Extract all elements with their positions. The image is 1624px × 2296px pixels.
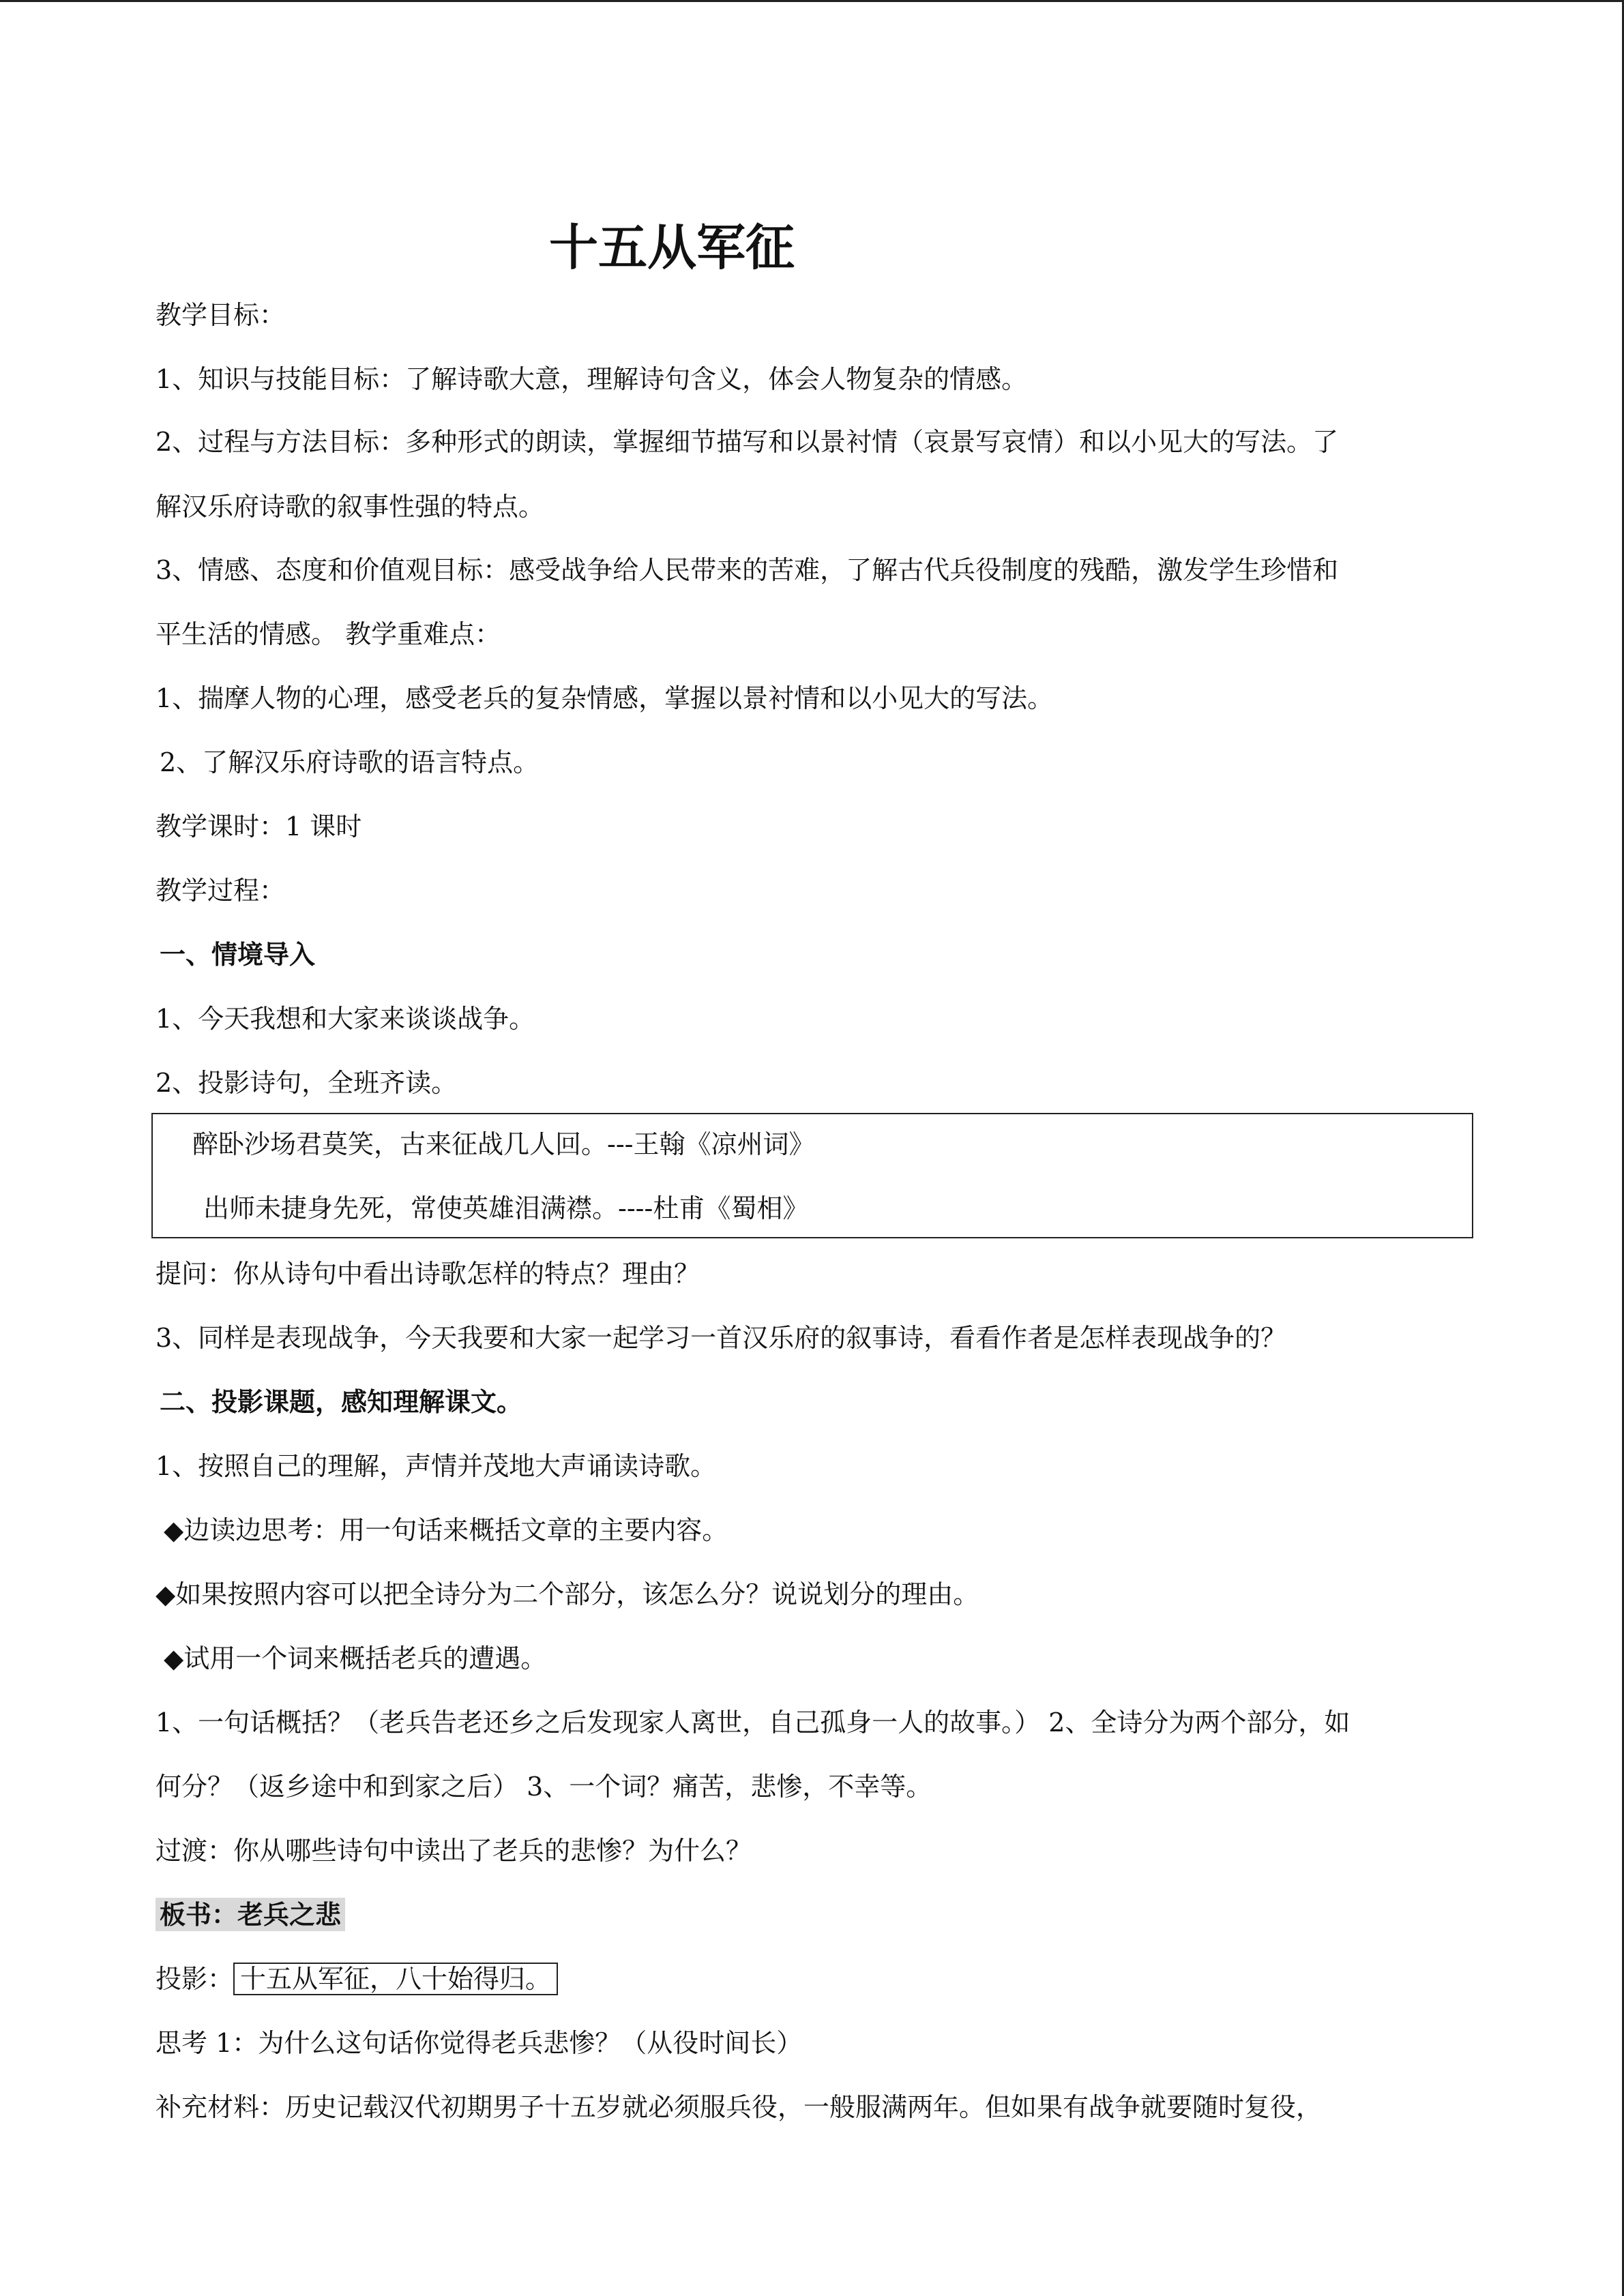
bullet-1: ◆边读边思考：用一句话来概括文章的主要内容。 [164, 1515, 728, 1545]
process-heading: 教学过程： [156, 876, 286, 906]
difficulty-1: 1、揣摩人物的心理，感受老兵的复杂情感，掌握以景衬情和以小见大的写法。 [156, 683, 1054, 713]
answers-line-1: 1、一句话概括？（老兵告老还乡之后发现家人离世，自己孤身一人的故事。） 2、全诗分为两个部分，如 [156, 1708, 1350, 1738]
section-1-item-1: 1、今天我想和大家来谈谈战争。 [156, 1004, 535, 1034]
objective-2-line-2: 解汉乐府诗歌的叙事性强的特点。 [156, 492, 545, 522]
projection-text: 十五从军征，八十始得归。 [233, 1963, 558, 1995]
section-2-heading: 二、投影课题，感知理解课文。 [160, 1386, 523, 1417]
quote-line-2: 出师未捷身先死，常使英雄泪满襟。----杜甫《蜀相》 [203, 1193, 809, 1223]
bullet-3: ◆试用一个词来概括老兵的遭遇。 [164, 1643, 547, 1673]
projection-label: 投影： [156, 1964, 234, 1994]
quote-box [151, 1113, 1473, 1238]
supplement: 补充材料：历史记载汉代初期男子十五岁就必须服兵役，一般服满两年。但如果有战争就要随时复役， [156, 2092, 1323, 2122]
answers-line-2: 何分？（返乡途中和到家之后） 3、一个词？痛苦，悲惨，不幸等。 [156, 1772, 932, 1802]
quote-line-1: 醉卧沙场君莫笑，古来征战几人回。---王翰《凉州词》 [192, 1129, 815, 1159]
think-1: 思考 1：为什么这句话你觉得老兵悲惨？（从役时间长） [156, 2028, 803, 2058]
objectives-heading: 教学目标： [156, 300, 286, 330]
bullet-2: ◆如果按照内容可以把全诗分为二个部分，该怎么分？说说划分的理由。 [156, 1579, 979, 1609]
objective-1: 1、知识与技能目标：了解诗歌大意，理解诗句含义，体会人物复杂的情感。 [156, 364, 1028, 394]
board-note-text: 板书：老兵之悲 [156, 1898, 345, 1931]
class-hours: 教学课时：1 课时 [156, 811, 362, 841]
page-border-top [0, 0, 1624, 2]
section-1-heading: 一、情境导入 [160, 939, 316, 970]
objective-3-line-1: 3、情感、态度和价值观目标：感受战争给人民带来的苦难，了解古代兵役制度的残酷，激发学生珍惜和 [156, 555, 1339, 585]
section-2-item-1: 1、按照自己的理解，声情并茂地大声诵读诗歌。 [156, 1451, 717, 1481]
difficulty-2: 2、了解汉乐府诗歌的语言特点。 [160, 747, 540, 777]
objective-2-line-1: 2、过程与方法目标：多种形式的朗读，掌握细节描写和以景衬情（哀景写哀情）和以小见大的写法。了 [156, 427, 1339, 457]
section-1-item-3: 3、同样是表现战争，今天我要和大家一起学习一首汉乐府的叙事诗，看看作者是怎样表现战争的？ [156, 1323, 1287, 1353]
objective-3-line-2: 平生活的情感。 教学重难点： [156, 619, 501, 649]
page-title: 十五从军征 [549, 218, 795, 276]
question-1: 提问：你从诗句中看出诗歌怎样的特点？理由？ [156, 1259, 700, 1289]
section-1-item-2: 2、投影诗句，全班齐读。 [156, 1068, 458, 1098]
board-note [156, 1897, 345, 1933]
projection-line [156, 1961, 558, 1997]
transition: 过渡：你从哪些诗句中读出了老兵的悲惨？为什么？ [156, 1836, 752, 1866]
